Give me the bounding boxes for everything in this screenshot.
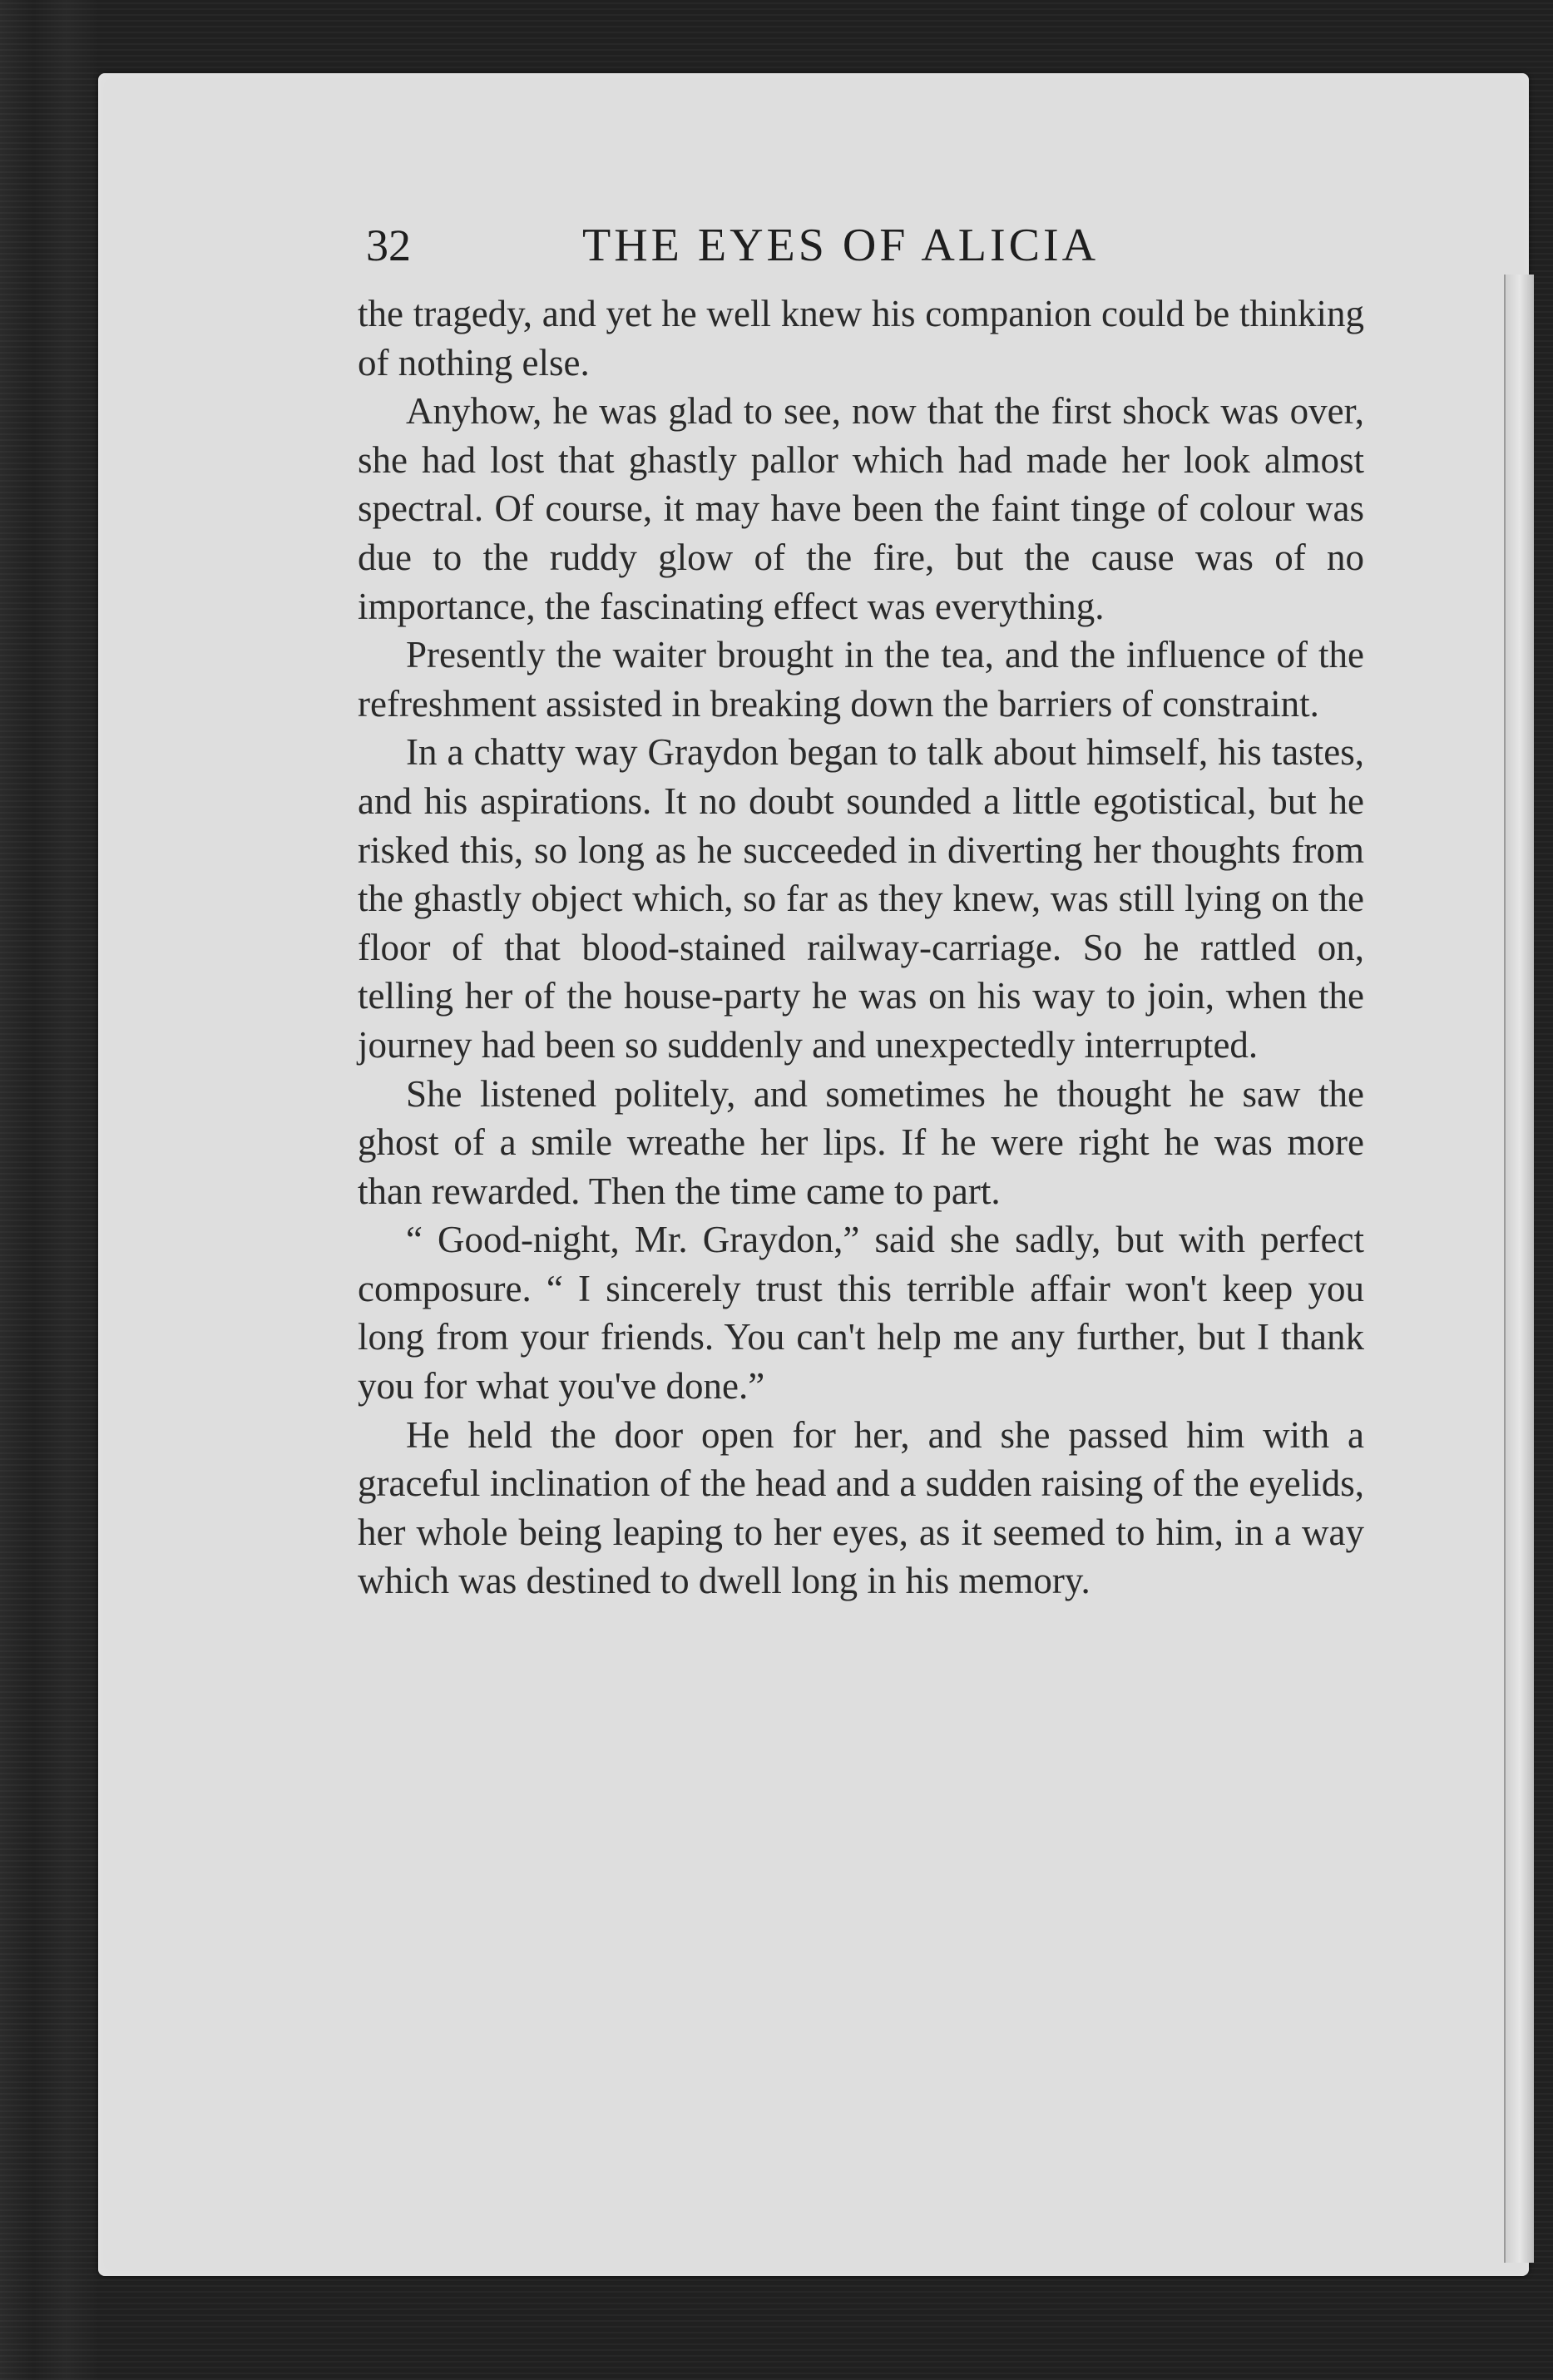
page-number: 32	[366, 220, 411, 270]
paragraph: the tragedy, and yet he well knew his companion could be thinking of nothing else.	[358, 293, 1364, 383]
body-text	[358, 289, 1364, 1606]
paragraph: In a chatty way Graydon began to talk about himself, his tastes, and his aspirations. It no doubt sounded a little egotistical, but he risked this, so long as he succeeded in diverting her thoughts from the ghastly object which, so far as they knew, was still lying on the floor of that blood-stained railway-carriage. So he rattled on, telling her of the house-party he was on his way to join, when the journey had been so suddenly and unexpectedly interrupted.	[358, 731, 1364, 1066]
page-header	[366, 212, 1198, 279]
paragraph: She listened politely, and sometimes he thought he saw the ghost of a smile wreathe her lips. If he were right he was more than rewarded. Then the time came to part.	[358, 1072, 1364, 1212]
page-edge	[1504, 275, 1534, 2263]
paragraph: Anyhow, he was glad to see, now that the first shock was over, she had lost that ghastly pallor which had made her look almost spectral. Of course, it may have been the faint tinge of colour was due to the ruddy glow of the fire, but the cause was of no importance, the fascinating effect was everything.	[358, 390, 1364, 627]
paragraph: “ Good-night, Mr. Graydon,” said she sadly, but with perfect composure. “ I sincerely trust this terrible affair won't keep you long from your friends. You can't help me any further, but I thank you for what you've done.”	[358, 1219, 1364, 1408]
paragraph: He held the door open for her, and she passed him with a graceful inclination of the head and a sudden raising of the eyelids, her whole being leaping to her eyes, as it seemed to him, in a way which was destined to dwell long in his memory.	[358, 1413, 1364, 1602]
paragraph: Presently the waiter brought in the tea, and the influence of the refreshment assisted in breaking down the barriers of constraint.	[358, 634, 1364, 725]
running-title: THE EYES OF ALICIA	[582, 220, 1100, 271]
